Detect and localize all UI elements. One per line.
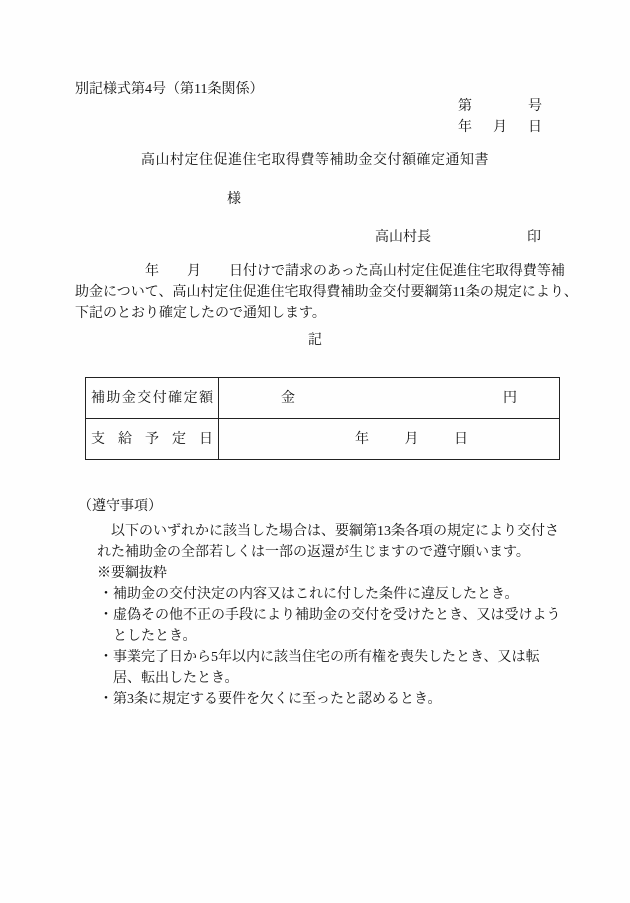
body-paragraph bbox=[75, 261, 578, 324]
bullet-marker: ・ bbox=[99, 587, 113, 602]
compliance-item-2 bbox=[99, 605, 561, 647]
amount-prefix-kin: 金 bbox=[281, 390, 295, 406]
compliance-section bbox=[75, 496, 561, 710]
payment-date-value-cell bbox=[219, 419, 560, 460]
date-day-label: 日 bbox=[528, 120, 542, 135]
compliance-intro-line-2: れた補助金の全部若しくは一部の返還が生じますので遵守願います。 bbox=[97, 545, 530, 560]
issuer-line bbox=[375, 227, 541, 248]
doc-number-suffix: 号 bbox=[528, 99, 542, 114]
payment-day-label: 日 bbox=[454, 431, 468, 447]
compliance-item-3 bbox=[99, 647, 561, 689]
compliance-item-text: 補助金の交付決定の内容又はこれに付した条件に違反したとき。 bbox=[113, 587, 519, 602]
compliance-item-text: 事業完了日から5年以内に該当住宅の所有権を喪失したとき、又は転居、転出したとき。 bbox=[113, 650, 540, 686]
compliance-intro-line-1: 以下のいずれかに該当した場合は、要綱第13条各項の規定により交付さ bbox=[97, 524, 559, 539]
body-line-2: 助金について、高山村定住促進住宅取得費補助金交付要綱第11条の規定により、 bbox=[75, 285, 578, 300]
bullet-marker: ・ bbox=[99, 650, 113, 665]
reference-block bbox=[458, 96, 542, 138]
amount-value-cell bbox=[219, 378, 560, 419]
body-line-3: 下記のとおり確定したので通知します。 bbox=[75, 306, 326, 321]
payment-month-label: 月 bbox=[404, 431, 419, 447]
record-marker: 記 bbox=[308, 333, 322, 348]
table-row-payment-date bbox=[86, 419, 560, 460]
document-title: 高山村定住促進住宅取得費等補助金交付額確定通知書 bbox=[141, 153, 489, 168]
amount-unit-yen: 円 bbox=[503, 390, 517, 406]
addressee-honorific: 様 bbox=[227, 192, 241, 207]
compliance-item-1 bbox=[99, 584, 561, 605]
compliance-item-4 bbox=[99, 689, 561, 710]
doc-number-line bbox=[458, 96, 542, 117]
seal-placeholder: 印 bbox=[527, 230, 541, 245]
date-month-label: 月 bbox=[493, 120, 507, 135]
compliance-intro bbox=[97, 521, 561, 563]
grant-determination-table bbox=[85, 377, 560, 460]
ordinance-extract-label: ※要綱抜粋 bbox=[97, 566, 167, 581]
compliance-heading: （遵守事項） bbox=[78, 499, 162, 514]
bullet-marker: ・ bbox=[99, 692, 113, 707]
payment-year-label: 年 bbox=[355, 431, 369, 447]
date-year-label: 年 bbox=[458, 120, 472, 135]
form-style-number: 別記様式第4号（第11条関係） bbox=[75, 82, 264, 97]
payment-date-row-label: 支給予定日 bbox=[86, 419, 219, 460]
issue-date-line bbox=[458, 117, 542, 138]
compliance-item-text: 第3条に規定する要件を欠くに至ったと認めるとき。 bbox=[113, 692, 442, 707]
table-row-amount bbox=[86, 378, 560, 419]
compliance-item-text: 虚偽その他不正の手段により補助金の交付を受けたとき、又は受けようとしたとき。 bbox=[113, 608, 561, 644]
issuer-name: 高山村長 bbox=[375, 230, 431, 245]
amount-row-label: 補助金交付確定額 bbox=[86, 378, 219, 419]
doc-number-prefix: 第 bbox=[458, 99, 472, 114]
body-line-1: 年 月 日付けで請求のあった高山村定住促進住宅取得費等補 bbox=[75, 264, 565, 279]
bullet-marker: ・ bbox=[99, 608, 113, 623]
